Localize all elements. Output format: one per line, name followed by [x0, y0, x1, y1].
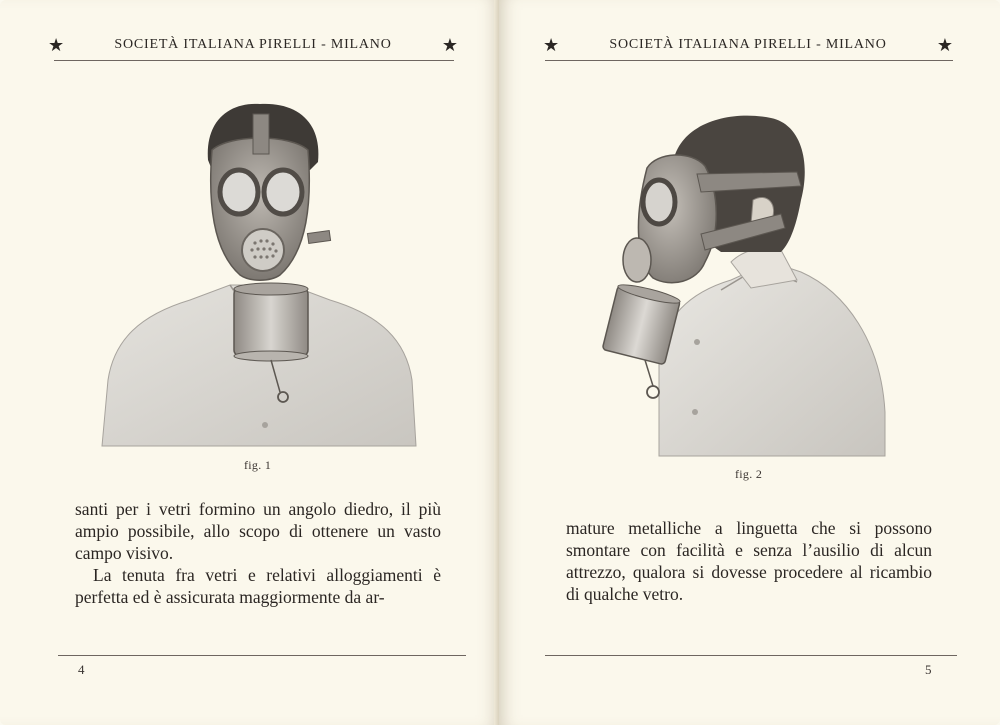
- star-icon: ★: [48, 35, 65, 55]
- paragraph: La tenuta fra vetri e relativi alloggiamenti è perfetta ed è assicurata maggiormente da ar-: [75, 565, 441, 607]
- header-title: SOCIETÀ ITALIANA PIRELLI - MILANO: [609, 37, 887, 52]
- figure-1-caption: fig. 1: [244, 458, 272, 472]
- header-rule: [545, 60, 953, 61]
- page-number: 5: [925, 662, 932, 677]
- footer-rule: [545, 655, 957, 656]
- paragraph: santi per i vetri formino un angolo diedro, il più ampio possibile, allo scopo di ottenere un vasto campo visivo.: [75, 499, 441, 563]
- star-icon: ★: [543, 35, 560, 55]
- left-page: [0, 0, 499, 725]
- figure-2-caption: fig. 2: [735, 467, 763, 481]
- right-page: [499, 0, 1000, 725]
- header-title: SOCIETÀ ITALIANA PIRELLI - MILANO: [114, 37, 392, 52]
- left-page-body: [75, 498, 441, 608]
- left-page-header: [48, 34, 458, 56]
- figure-2-gas-mask-profile: [601, 112, 887, 458]
- star-icon: ★: [441, 35, 458, 55]
- figure-1-gas-mask-front: [100, 100, 418, 448]
- right-page-body: [566, 517, 932, 605]
- right-page-header: [543, 34, 953, 56]
- footer-rule: [58, 655, 466, 656]
- page-number: 4: [78, 662, 85, 677]
- paragraph: mature metalliche a linguetta che si possono smontare con facilità e senza l’ausilio di alcun attrezzo, qualora si dovesse procedere al ricambio di qualche vetro.: [566, 518, 932, 604]
- header-rule: [54, 60, 454, 61]
- star-icon: ★: [936, 35, 953, 55]
